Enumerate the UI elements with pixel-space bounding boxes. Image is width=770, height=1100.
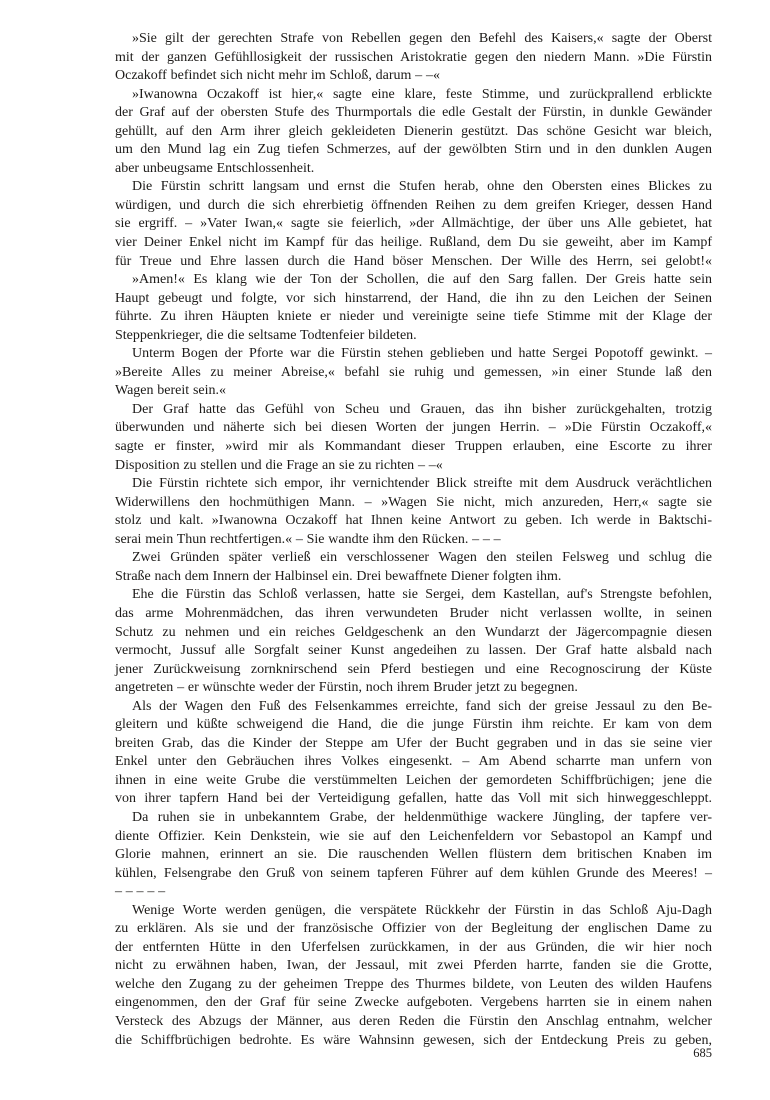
text-line: um den Mund lag ein Zug tiefen Schmerzes, auf der gewölbten Stirn und in den dunklen Augen xyxy=(115,142,712,158)
text-line: Wenige Worte werden genügen, die verspätete Rückkehr der Fürstin in das Schloß Aju-Dagh xyxy=(132,902,712,918)
text-line: für Treue und Ehre lassen durch die Hand böser Menschen. Der Wille des Herrn, sei gelobt!« xyxy=(115,253,712,269)
text-line: vermocht, Jussuf alle Sorgfalt seiner Kunst angedeihen zu lassen. Der Graf hatte alsbald nach xyxy=(115,643,712,659)
text-line: Enkel unter den Gebräuchen ihres Volkes eingesenkt. – Am Abend scharrte man unfern von xyxy=(115,754,712,770)
text-line: breiten Grab, das die Kinder der Steppe am Ufer der Bucht gegraben und in das sie seine vier xyxy=(115,735,712,751)
text-line: vier Deiner Enkel nicht im Kampf für das heilige. Rußland, dem Du sie geweiht, aber im Kampf xyxy=(115,235,712,251)
text-line: führte. Zu ihren Häupten kniete er nieder und vereinigte seine tiefe Stimme mit der Klage der xyxy=(115,309,712,325)
text-line: Versteck des Abzugs der Männer, aus deren Reden die Fürstin den Anschlag entnahm, welcher xyxy=(115,1013,712,1029)
text-line: angetreten – er wünschte weder der Fürstin, noch ihrem Bruder jetzt zu begegnen. xyxy=(115,680,578,696)
text-line: welche den Zugang zu der geheimen Treppe des Thurmes bildete, von Leuten des wilden Haufens xyxy=(115,976,712,992)
text-line: von ihrer tapfern Hand bei der Verteidigung gefallen, hatte das Voll mit sich hinweggeschleppt. xyxy=(115,791,712,807)
text-line: Oczakoff befindet sich nicht mehr im Schloß, darum – –« xyxy=(115,68,440,84)
text-line: nicht zu erwähnen haben, Iwan, der Jessaul, mit zwei Pferden harrte, fanden sie die Grotte, xyxy=(115,958,712,974)
text-line: »Iwanowna Oczakoff ist hier,« sagte eine klare, feste Stimme, und zurückprallend erblickte xyxy=(132,86,712,102)
text-line: sie ergriff. – »Vater Iwan,« sagte sie feierlich, »der Allmächtige, der über uns Alle gebietet, hat xyxy=(115,216,712,232)
text-line: Steppenkrieger, die die seltsame Todtenfeier bildeten. xyxy=(115,327,417,343)
text-line: Disposition zu stellen und die Frage an sie zu richten – –« xyxy=(115,457,443,473)
text-line: gehüllt, auf den Arm ihrer gleich gekleideten Dienerin gestützt. Das schöne Gesicht war bleich, xyxy=(115,123,712,139)
text-line: Unterm Bogen der Pforte war die Fürstin stehen geblieben und hatte Sergei Popotoff gewinkt. – xyxy=(132,346,712,362)
text-line: Da ruhen sie in unbekanntem Grabe, der heldenmüthige wackere Jüngling, der tapfere ver- xyxy=(132,809,712,825)
text-line: würdigen, und durch die sich ehrerbietig öffnenden Reihen zu dem greifen Krieger, dessen Hand xyxy=(115,197,712,213)
text-line: der Graf auf der obersten Stufe des Thurmportals die edle Gestalt der Fürstin, in dunkle Gewänder xyxy=(115,105,712,121)
text-line: – – – – – xyxy=(115,884,166,900)
text-line: Widerwillens den hochmüthigen Mann. – »Wagen Sie nicht, mich anzureden, Herr,« sagte sie xyxy=(115,494,712,510)
text-line: ihnen in eine weite Grube die verstümmelten Leichen der gemordeten Schiffbrüchigen; jene die xyxy=(115,772,712,788)
text-line: serai mein Thun rechtfertigen.« – Sie wandte ihm den Rücken. – – – xyxy=(115,531,501,547)
text-line: Schutz zu nehmen und ein reiches Geldgeschenk an den Wundarzt der Jägercompagnie diesen xyxy=(115,624,712,640)
text-line: eingenommen, den der Graf für seine Zwecke aufgeboten. Vergebens harrten sie in einem nahen xyxy=(115,995,712,1011)
text-line: kühlen, Felsengrabe den Gruß von seinem tapferen Führer auf dem kühlen Grunde des Meeres! – xyxy=(115,865,712,881)
text-line: der entfernten Hütte in den Uferfelsen zurückkamen, in der aus Gründen, die wir hier noch xyxy=(115,939,712,955)
text-line: Haupt gebeugt und folgte, vor sich hinstarrend, der Hand, die ihn zu den Leichen der Seinen xyxy=(115,290,712,306)
text-line: Die Fürstin schritt langsam und ernst die Stufen herab, ohne den Obersten eines Blickes zu xyxy=(132,179,712,195)
text-line: Zwei Gründen später verließ ein verschlossener Wagen den steilen Felsweg und schlug die xyxy=(132,550,712,566)
text-column xyxy=(115,30,712,1050)
text-line: aber unbeugsame Entschlossenheit. xyxy=(115,160,315,176)
text-line: Ehe die Fürstin das Schloß verlassen, hatte sie Sergei, dem Kastellan, auf's Strengste befohlen, xyxy=(132,587,712,603)
text-line: gleitern und küßte schweigend die Hand, die die junge Fürstin ihm reichte. Er kam von dem xyxy=(115,717,712,733)
page-number: 685 xyxy=(693,1046,712,1060)
text-line: überwunden und näherte sich bei diesen Worten der jungen Herrin. – »Die Fürstin Oczakoff,« xyxy=(115,420,712,436)
text-line: Der Graf hatte das Gefühl von Scheu und Grauen, das ihn bisher zurückgehalten, trotzig xyxy=(132,401,712,417)
text-line: Straße nach dem Innern der Halbinsel ein. Drei bewaffnete Diener folgten ihm. xyxy=(115,568,562,584)
text-line: sagte er finster, »wird mir als Kommandant dieser Truppen erlauben, eine Escorte zu ihrer xyxy=(115,439,712,455)
text-line: Wagen bereit sein.« xyxy=(115,383,227,399)
text-line: die Schiffbrüchigen bedrohte. Es wäre Wahnsinn gewesen, sich der Entdeckung Preis zu geben, xyxy=(115,1032,712,1048)
text-line: zu erklären. Als sie und der französische Offizier von der Begleitung der englischen Dame zu xyxy=(115,921,712,937)
text-line: Die Fürstin richtete sich empor, ihr vernichtender Blick streifte mit dem Ausdruck verächtlichen xyxy=(132,476,712,492)
text-line: Glorie mahnen, erinnert an sie. Die rauschenden Wellen flüstern dem britischen Knaben im xyxy=(115,847,712,863)
text-line: »Amen!« Es klang wie der Ton der Schollen, die auf den Sarg fallen. Der Greis hatte sein xyxy=(132,272,712,288)
text-line: jener Zurückweisung zornknirschend sein Pferd bestiegen und eine Recognoscirung der Küste xyxy=(115,661,712,677)
text-line: diente Offizier. Kein Denkstein, wie sie auf den Leichenfeldern vor Sebastopol an Kampf und xyxy=(115,828,712,844)
text-line: mit der ganzen Gefühllosigkeit der russischen Aristokratie gegen den niedern Mann. »Die Fürstin xyxy=(115,49,712,65)
text-line: das arme Mohrenmädchen, das ihren verwundeten Bruder nicht verlassen wollte, in seinen xyxy=(115,605,712,621)
text-line: »Bereite Alles zu meiner Abreise,« befahl sie ruhig und gemessen, »in einer Stunde laß den xyxy=(115,364,712,380)
text-line: stolz und kalt. »Iwanowna Oczakoff hat Ihnen keine Antwort zu geben. Ich werde in Baktschi- xyxy=(115,513,712,529)
text-line: Als der Wagen den Fuß des Felsenkammes erreichte, fand sich der greise Jessaul zu den Be- xyxy=(132,698,712,714)
text-line: »Sie gilt der gerechten Strafe von Rebellen gegen den Befehl des Kaisers,« sagte der Oberst xyxy=(132,31,712,46)
